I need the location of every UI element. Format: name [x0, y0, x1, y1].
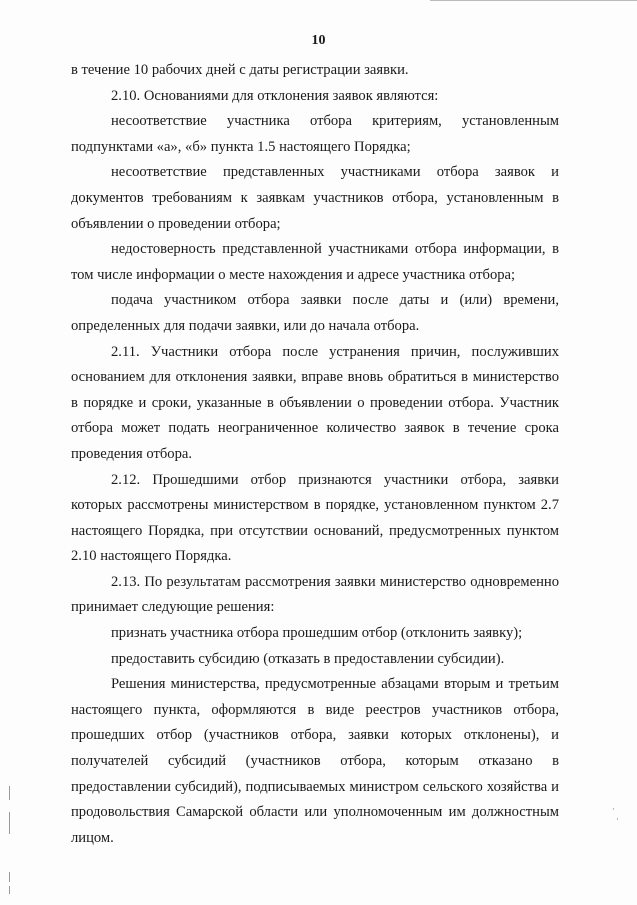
paragraph-2-11: 2.11. Участники отбора после устранения причин, послуживших основанием для отклонения заявки, вправе вновь обратиться в министерство в порядке и сроки, указанные в объявлении о проведении отбора. Участник отбора может подать неограниченное количество заявок в течение срока проведения отбора. — [71, 343, 559, 462]
paragraph-rejection-timing: подача участником отбора заявки после даты и (или) времени, определенных для подачи заявки, или до начала отбора. — [71, 292, 559, 334]
scan-edge-mark — [9, 812, 10, 834]
scan-edge-mark — [9, 872, 10, 882]
paragraph-rejection-unreliable: недостоверность представленной участниками отбора информации, в том числе информации о месте нахождения и адресе участника отбора; — [71, 241, 559, 283]
paragraph-decision-subsidy: предоставить субсидию (отказать в предоставлении субсидии). — [111, 650, 505, 667]
paragraph-decisions-registers: Решения министерства, предусмотренные абзацами вторым и третьим настоящего пункта, оформляются в виде реестров участников отбора, прошедших отбор (участников отбора, заявки которых отклонены), и получателей субсидий (участников отбора, которым отказано в предоставлении субсидий), подписываемых министром сельского хозяйства и продовольствия Самарской области или уполномоченным им должностным лицом. — [71, 676, 559, 846]
scan-speck: · — [612, 805, 615, 815]
paragraph-2-12: 2.12. Прошедшими отбор признаются участники отбора, заявки которых рассмотрены министерством в порядке, установленном пунктом 2.7 настоящего Порядка, при отсутствии оснований, предусмотренных пунктом 2.10 настоящего Порядка. — [71, 471, 559, 565]
scan-edge-mark — [9, 886, 10, 894]
scan-edge-mark — [9, 786, 10, 800]
paragraph-rejection-documents: несоответствие представленных участниками отбора заявок и документов требованиям к заявкам участников отбора, установленным в объявлении о проведении отбора; — [71, 164, 559, 232]
scan-speck: · — [616, 815, 619, 825]
scan-top-rule — [430, 0, 637, 1]
paragraph-decision-selection: признать участника отбора прошедшим отбор (отклонить заявку); — [111, 625, 523, 642]
paragraph-continuation: в течение 10 рабочих дней с даты регистрации заявки. — [71, 62, 409, 78]
paragraph-2-10-heading: 2.10. Основаниями для отклонения заявок являются: — [111, 87, 439, 104]
document-body — [71, 58, 559, 851]
page-number: 10 — [311, 33, 326, 48]
paragraph-2-13: 2.13. По результатам рассмотрения заявки министерство одновременно принимает следующие решения: — [71, 573, 559, 616]
paragraph-rejection-criteria: несоответствие участника отбора критериям, установленным подпунктами «а», «б» пункта 1.5 настоящего Порядка; — [71, 113, 559, 155]
